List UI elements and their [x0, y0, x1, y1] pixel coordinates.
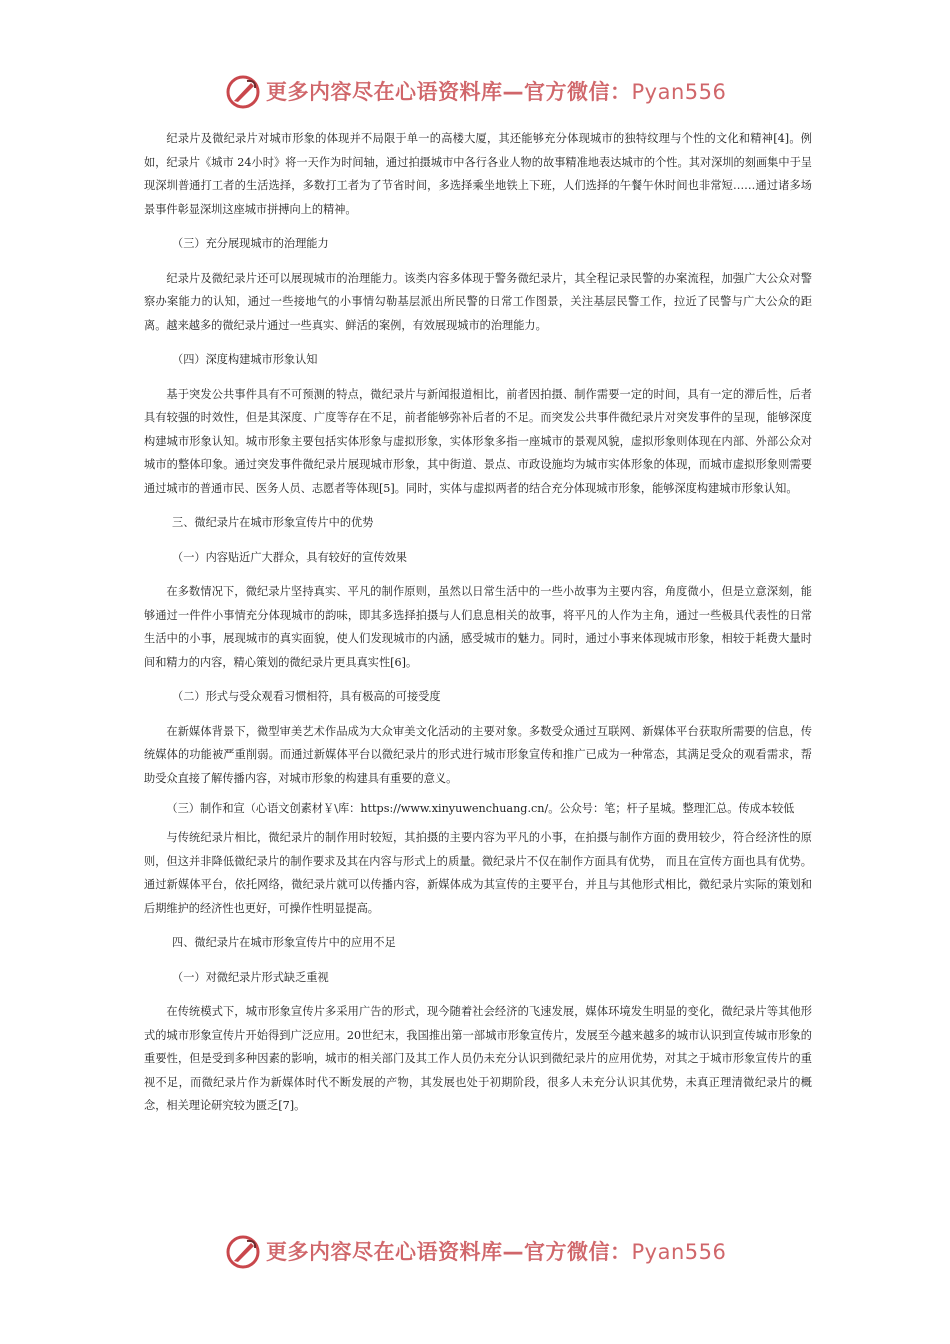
- paragraph-5: 在新媒体背景下，微型审美艺术作品成为大众审美文化活动的主要对象。多数受众通过互联网、新媒体平台获取所需要的信息，传统媒体的功能被严重削弱。而通过新媒体平台以微纪录片的形式进行城市形象宣传和推广已成为一种常态，其满足受众的观看需求，帮助受众直接了解传播内容，对城市形象的构建具有重要的意义。: [144, 724, 812, 785]
- footer-watermark-banner: [0, 1232, 950, 1272]
- wechat-id: Pyan556: [631, 1240, 727, 1264]
- section-heading-cost-with-watermark: （三）制作和宣（心语文创素材￥\库：https://www.xinyuwenchuang.cn/。公众号：笔；杆子星城。整理汇总。传成本较低: [166, 802, 795, 815]
- paragraph-7: 在传统模式下，城市形象宣传片多采用广告的形式，现今随着社会经济的飞速发展，媒体环境发生明显的变化，微纪录片等其他形式的城市形象宣传片开始得到广泛应用。20世纪末，我国推出第一部城市形象宣传片，发展至今越来越多的城市认识到宣传城市形象的重要性，但是受到多种因素的影响，城市的相关部门及其工作人员仍未充分认识到微纪录片的应用优势，对其之于城市形象宣传片的重视不足，而微纪录片作为新媒体时代不断发展的产物，其发展也处于初期阶段，很多人未充分认识其优势，未真正理清微纪录片的概念，相关理论研究较为匮乏[7]。: [144, 1005, 812, 1112]
- paragraph-2: 纪录片及微纪录片还可以展现城市的治理能力。该类内容多体现于警务微纪录片，其全程记录民警的办案流程，加强广大公众对警察办案能力的认知，通过一些接地气的小事情勾勒基层派出所民警的日常工作图景，关注基层民警工作，拉近了民警与广大公众的距离。越来越多的微纪录片通过一些真实、鲜活的案例，有效展现城市的治理能力。: [144, 271, 812, 332]
- banner-text: 更多内容尽在心语资料库—官方微信：Pyan556: [266, 80, 727, 104]
- paragraph-3: 基于突发公共事件具有不可预测的特点，微纪录片与新闻报道相比，前者因拍摄、制作需要一定的时间，具有一定的滞后性，后者具有较强的时效性，但是其深度、广度等存在不足，前者能够弥补后者的不足。而突发公共事件微纪录片对突发事件的呈现，能够深度构建城市形象认知。城市形象主要包括实体形象与虚拟形象，实体形象多指一座城市的景观风貌，虚拟形象则体现在内部、外部公众对城市的整体印象。通过突发事件微纪录片展现城市形象，其中街道、景点、市政设施均为城市实体形象的体现，而城市虚拟形象则需要通过城市的普通市民、医务人员、志愿者等体现[5]。同时，实体与虚拟两者的结合充分体现城市形象，能够深度构建城市形象认知。: [144, 387, 812, 495]
- section-heading-governance: （三）充分展现城市的治理能力: [172, 237, 329, 250]
- article-body: [144, 127, 812, 1129]
- quill-logo-icon: [225, 74, 261, 110]
- chapter-heading-advantages: 三、微纪录片在城市形象宣传片中的优势: [172, 516, 374, 529]
- chapter-heading-shortcomings: 四、微纪录片在城市形象宣传片中的应用不足: [172, 936, 396, 949]
- paragraph-6: 与传统纪录片相比，微纪录片的制作用时较短，其拍摄的主要内容为平凡的小事，在拍摄与制作方面的费用较少，符合经济性的原则，但这并非降低微纪录片的制作要求及其在内容与形式上的质量。微纪录片不仅在制作方面具有优势， 而且在宣传方面也具有优势。通过新媒体平台，依托网络，微纪录片就可以传播内容，新媒体成为其宣传的主要平台，并且与其他形式相比，微纪录片实际的策划和后期维护的经济性也更好，可操作性明显提高。: [144, 831, 812, 915]
- wechat-id: Pyan556: [631, 80, 727, 104]
- paragraph-4: 在多数情况下，微纪录片坚持真实、平凡的制作原则，虽然以日常生活中的一些小故事为主要内容，角度微小，但是立意深刻，能够通过一件件小事情充分体现城市的韵味，即其多选择拍摄与人们息息相关的故事，将平凡的人作为主角，通过一些极具代表性的日常生活中的小事，展现城市的真实面貌，使人们发现城市的内涵，感受城市的魅力。同时，通过小事来体现城市形象，相较于耗费大量时间和精力的内容，精心策划的微纪录片更具真实性[6]。: [144, 585, 812, 669]
- header-watermark-banner: [0, 72, 950, 112]
- section-heading-form: （二）形式与受众观看习惯相符，具有极高的可接受度: [172, 690, 441, 703]
- quill-logo-icon: [225, 1234, 261, 1270]
- section-heading-content: （一）内容贴近广大群众，具有较好的宣传效果: [172, 550, 407, 564]
- section-heading-city-image: （四）深度构建城市形象认知: [172, 353, 318, 366]
- section-heading-neglect: （一）对微纪录片形式缺乏重视: [172, 970, 329, 984]
- banner-text: 更多内容尽在心语资料库—官方微信：Pyan556: [266, 1240, 727, 1264]
- paragraph-1: 纪录片及微纪录片对城市形象的体现并不局限于单一的高楼大厦，其还能够充分体现城市的独特纹理与个性的文化和精神[4]。例如，纪录片《城市 24小时》将一天作为时间轴，通过拍摄城市中各行各业人物的故事精准地表达城市的个性。其对深圳的刻画集中于呈现深圳普通打工者的生活选择，多数打工者为了节省时间，多选择乘坐地铁上下班，人们选择的午餐午休时间也非常短……通过诸多场景事件彰显深圳这座城市拼搏向上的精神。: [144, 132, 812, 216]
